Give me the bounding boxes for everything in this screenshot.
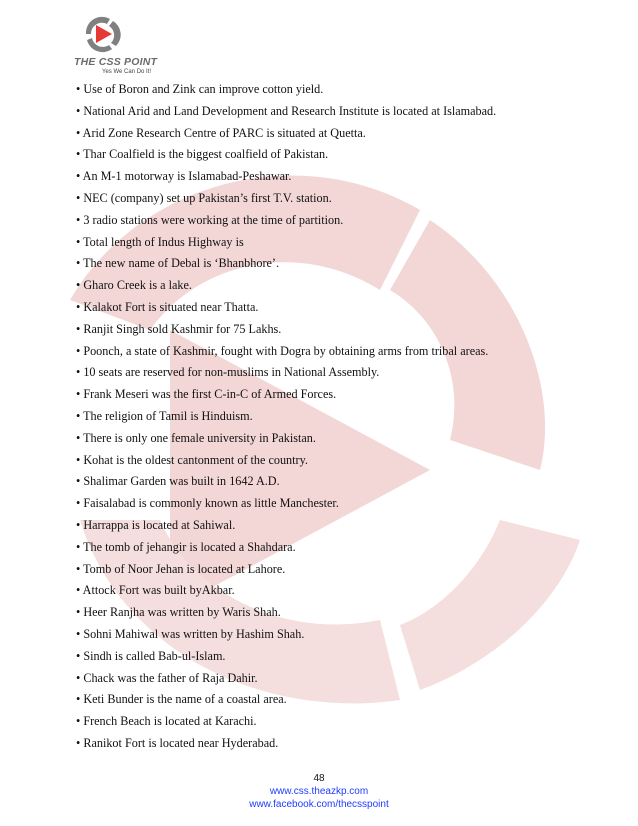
fact-item: • 3 radio stations were working at the time of partition. — [76, 212, 344, 227]
recycle-arrows-play-icon — [80, 12, 124, 56]
fact-item: • Gharo Creek is a lake. — [76, 278, 192, 293]
fact-item: • 10 seats are reserved for non-muslims in National Assembly. — [76, 365, 380, 380]
fact-item: • Use of Boron and Zink can improve cotton yield. — [76, 82, 324, 96]
fact-item: • Kohat is the oldest cantonment of the country. — [76, 452, 308, 467]
fact-item: • Frank Meseri was the first C-in-C of Armed Forces. — [76, 387, 337, 402]
site-logo — [74, 12, 174, 76]
fact-item: • Tomb of Noor Jehan is located at Lahore. — [76, 561, 286, 576]
facebook-link[interactable]: www.facebook.com/thecsspoint — [249, 799, 389, 810]
logo-title: THE CSS POINT — [74, 56, 158, 68]
fact-item: • There is only one female university in Pakistan. — [76, 430, 316, 445]
fact-item: • Sohni Mahiwal was written by Hashim Shah. — [76, 626, 305, 641]
fact-item: • Thar Coalfield is the biggest coalfield of Pakistan. — [76, 147, 329, 162]
fact-item: • Keti Bunder is the name of a coastal area. — [76, 692, 287, 707]
fact-item: • The new name of Debal is ‘Bhanbhore’. — [76, 256, 280, 271]
fact-item: • Shalimar Garden was built in 1642 A.D. — [76, 474, 280, 489]
page-number: 48 — [313, 773, 325, 784]
fact-item: • Sindh is called Bab-ul-Islam. — [76, 648, 226, 663]
fact-item: • Chack was the father of Raja Dahir. — [76, 670, 258, 685]
fact-item: • Faisalabad is commonly known as little Manchester. — [76, 496, 339, 511]
fact-item: • The tomb of jehangir is located a Shahdara. — [76, 539, 296, 554]
facts-content — [76, 82, 576, 758]
fact-item: • Attock Fort was built byAkbar. — [76, 583, 235, 598]
fact-item: • The religion of Tamil is Hinduism. — [76, 408, 253, 423]
fact-item: • An M-1 motorway is Islamabad-Peshawar. — [76, 169, 292, 184]
facts-list — [76, 82, 576, 758]
fact-item: • French Beach is located at Karachi. — [76, 714, 257, 729]
fact-item: • Ranjit Singh sold Kashmir for 75 Lakhs. — [76, 321, 282, 336]
page-footer — [0, 772, 638, 811]
logo-tagline: Yes We Can Do It! — [102, 69, 152, 75]
fact-item: • Total length of Indus Highway is — [76, 234, 244, 249]
fact-item: • Poonch, a state of Kashmir, fought with Dogra by obtaining arms from tribal areas. — [76, 343, 489, 358]
fact-item: • National Arid and Land Development and Research Institute is located at Islamabad. — [76, 103, 497, 118]
fact-item: • Kalakot Fort is situated near Thatta. — [76, 299, 259, 314]
website-link[interactable]: www.css.theazkp.com — [269, 786, 369, 797]
fact-item: • Arid Zone Research Centre of PARC is situated at Quetta. — [76, 125, 366, 140]
fact-item: • Heer Ranjha was written by Waris Shah. — [76, 605, 281, 620]
fact-item: • Ranikot Fort is located near Hyderabad. — [76, 735, 279, 750]
fact-item: • Harrappa is located at Sahiwal. — [76, 517, 236, 532]
fact-item: • NEC (company) set up Pakistan’s first T.V. station. — [76, 190, 332, 205]
